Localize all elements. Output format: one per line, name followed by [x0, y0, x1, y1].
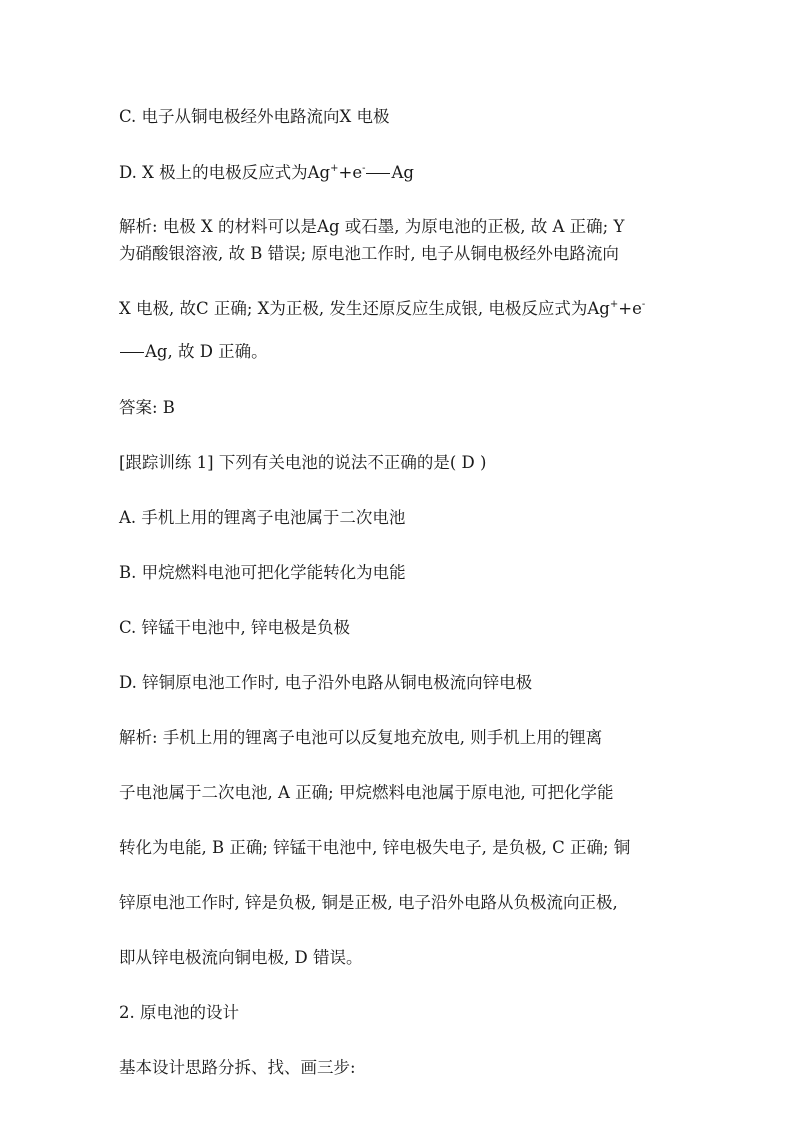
option-d-text: D. X 极上的电极反应式为Ag [119, 163, 331, 182]
equals-bar-icon [366, 173, 390, 174]
section-heading: 2. 原电池的设计 [119, 1003, 239, 1022]
option-d-electron: +e [338, 163, 363, 182]
superscript-minus: - [362, 162, 366, 174]
analysis1-line3 [119, 298, 645, 320]
practice-option-c: C. 锌锰干电池中, 锌电极是负极 [119, 618, 351, 637]
option-d-product: Ag [391, 163, 414, 182]
analysis1-line4 [119, 341, 268, 363]
answer: 答案: B [119, 398, 175, 417]
practice-option-d: D. 锌铜原电池工作时, 电子沿外电路从铜电极流向锌电极 [119, 673, 533, 692]
practice-option-a: A. 手机上用的锂离子电池属于二次电池 [119, 508, 406, 527]
analysis2-line3: 转化为电能, B 正确; 锌锰干电池中, 锌电极失电子, 是负极, C 正确; 铜 [119, 838, 631, 857]
superscript-plus: + [609, 298, 619, 310]
basic-design-text: 基本设计思路分拆、找、画三步: [119, 1058, 356, 1077]
analysis1-line2: 为硝酸银溶液, 故 B 错误; 原电池工作时, 电子从铜电极经外电路流向 [119, 244, 619, 263]
option-d [119, 162, 414, 184]
analysis2-line5: 即从锌电极流向铜电极, D 错误。 [119, 948, 363, 967]
analysis2-line1: 解析: 手机上用的锂离子电池可以反复地充放电, 则手机上用的锂离 [119, 728, 603, 747]
analysis1-line1: 解析: 电极 X 的材料可以是Ag 或石墨, 为原电池的正极, 故 A 正确; Y [119, 217, 625, 236]
analysis1-line3-text: X 电极, 故C 正确; X为正极, 发生还原反应生成银, 电极反应式为Ag [119, 299, 610, 318]
analysis1-electron: +e [618, 299, 642, 318]
analysis1-line4-text: Ag, 故 D 正确。 [145, 342, 268, 361]
equals-bar-icon [120, 352, 144, 353]
practice-question: [跟踪训练 1] 下列有关电池的说法不正确的是( D ) [119, 453, 487, 472]
analysis2-line2: 子电池属于二次电池, A 正确; 甲烷燃料电池属于原电池, 可把化学能 [119, 783, 614, 802]
option-c: C. 电子从铜电极经外电路流向X 电极 [119, 107, 390, 126]
analysis2-line4: 锌原电池工作时, 锌是负极, 铜是正极, 电子沿外电路从负极流向正极, [119, 893, 618, 912]
superscript-minus: - [641, 298, 646, 310]
practice-option-b: B. 甲烷燃料电池可把化学能转化为电能 [119, 563, 406, 582]
superscript-plus: + [330, 162, 339, 174]
